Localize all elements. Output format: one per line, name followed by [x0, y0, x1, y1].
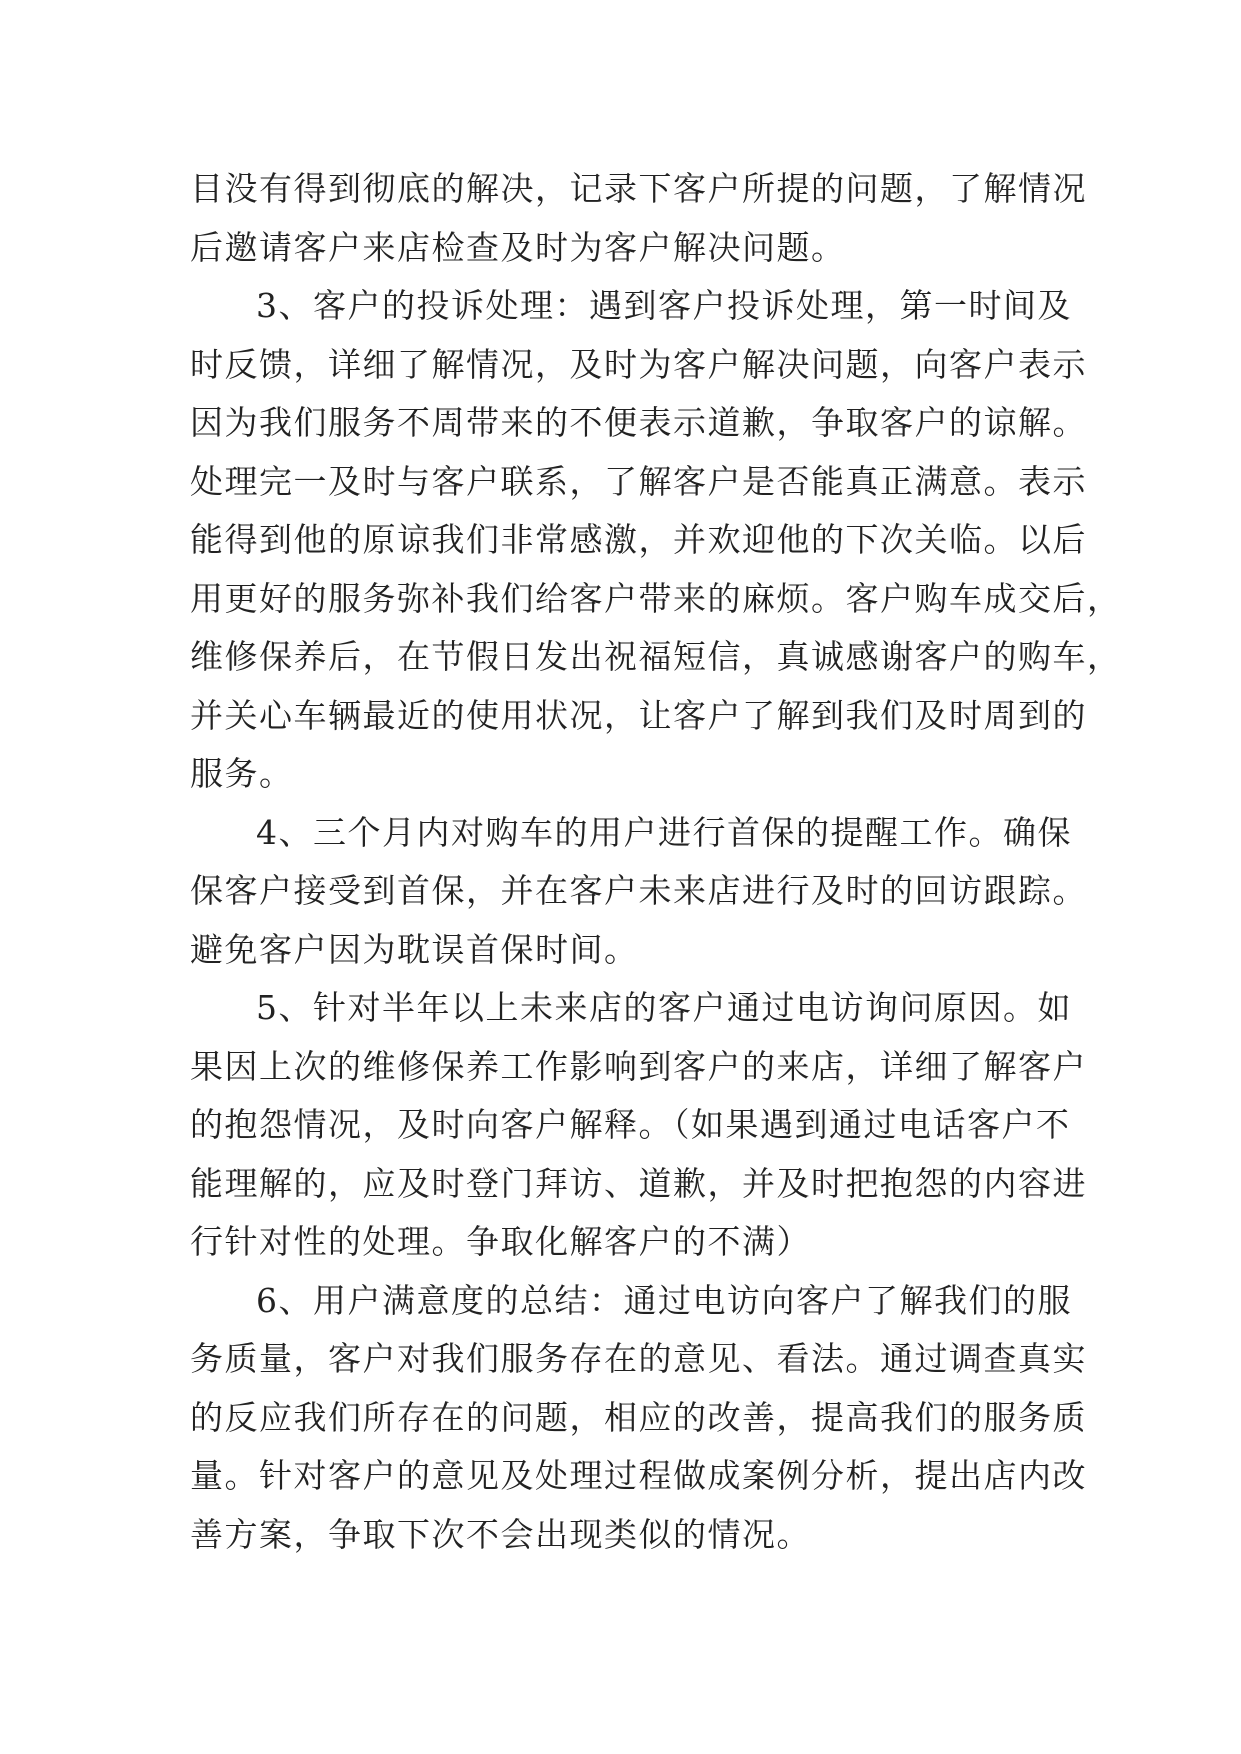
text-line: 时反馈，详细了解情况，及时为客户解决问题，向客户表示 — [190, 344, 1087, 384]
text-line: 5、针对半年以上未来店的客户通过电访询问原因。如 — [256, 988, 1072, 1027]
text-line: 能理解的，应及时登门拜访、道歉，并及时把抱怨的内容进 — [190, 1163, 1087, 1203]
text-line: 4、三个月内对购车的用户进行首保的提醒工作。确保 — [256, 812, 1072, 852]
text-line: 保客户接受到首保，并在客户未来店进行及时的回访跟踪。 — [190, 871, 1087, 910]
text-line: 并关心车辆最近的使用状况，让客户了解到我们及时周到的 — [190, 695, 1087, 735]
text-line: 避免客户因为耽误首保时间。 — [190, 929, 639, 969]
text-line: 务质量，客户对我们服务存在的意见、看法。通过调查真实 — [190, 1339, 1087, 1378]
text-line: 善方案，争取下次不会出现类似的情况。 — [190, 1514, 811, 1554]
text-line: 服务。 — [190, 754, 294, 793]
text-line: 的反应我们所存在的问题，相应的改善，提高我们的服务质 — [190, 1397, 1087, 1437]
text-line: 能得到他的原谅我们非常感激，并欢迎他的下次关临。以后 — [190, 520, 1087, 559]
document-body — [190, 160, 1122, 1564]
text-line: 的抱怨情况，及时向客户解释。（如果遇到通过电话客户不 — [190, 1105, 1071, 1144]
text-line: 后邀请客户来店检查及时为客户解决问题。 — [190, 227, 846, 267]
text-line: 量。针对客户的意见及处理过程做成案例分析，提出店内改 — [190, 1456, 1087, 1495]
text-line: 6、用户满意度的总结：通过电访向客户了解我们的服 — [256, 1280, 1072, 1320]
text-line: 3、客户的投诉处理：遇到客户投诉处理，第一时间及 — [256, 286, 1072, 325]
text-line: 果因上次的维修保养工作影响到客户的来店，详细了解客户 — [190, 1046, 1087, 1086]
text-line: 行针对性的处理。争取化解客户的不满） — [190, 1222, 811, 1261]
text-line: 处理完一及时与客户联系，了解客户是否能真正满意。表示 — [190, 461, 1087, 501]
text-line: 因为我们服务不周带来的不便表示道歉，争取客户的谅解。 — [190, 403, 1087, 442]
text-line: 目没有得到彻底的解决，记录下客户所提的问题，了解情况 — [190, 169, 1087, 208]
text-line: 维修保养后，在节假日发出祝福短信，真诚感谢客户的购车， — [190, 637, 1122, 676]
text-line: 用更好的服务弥补我们给客户带来的麻烦。客户购车成交后， — [190, 578, 1122, 618]
